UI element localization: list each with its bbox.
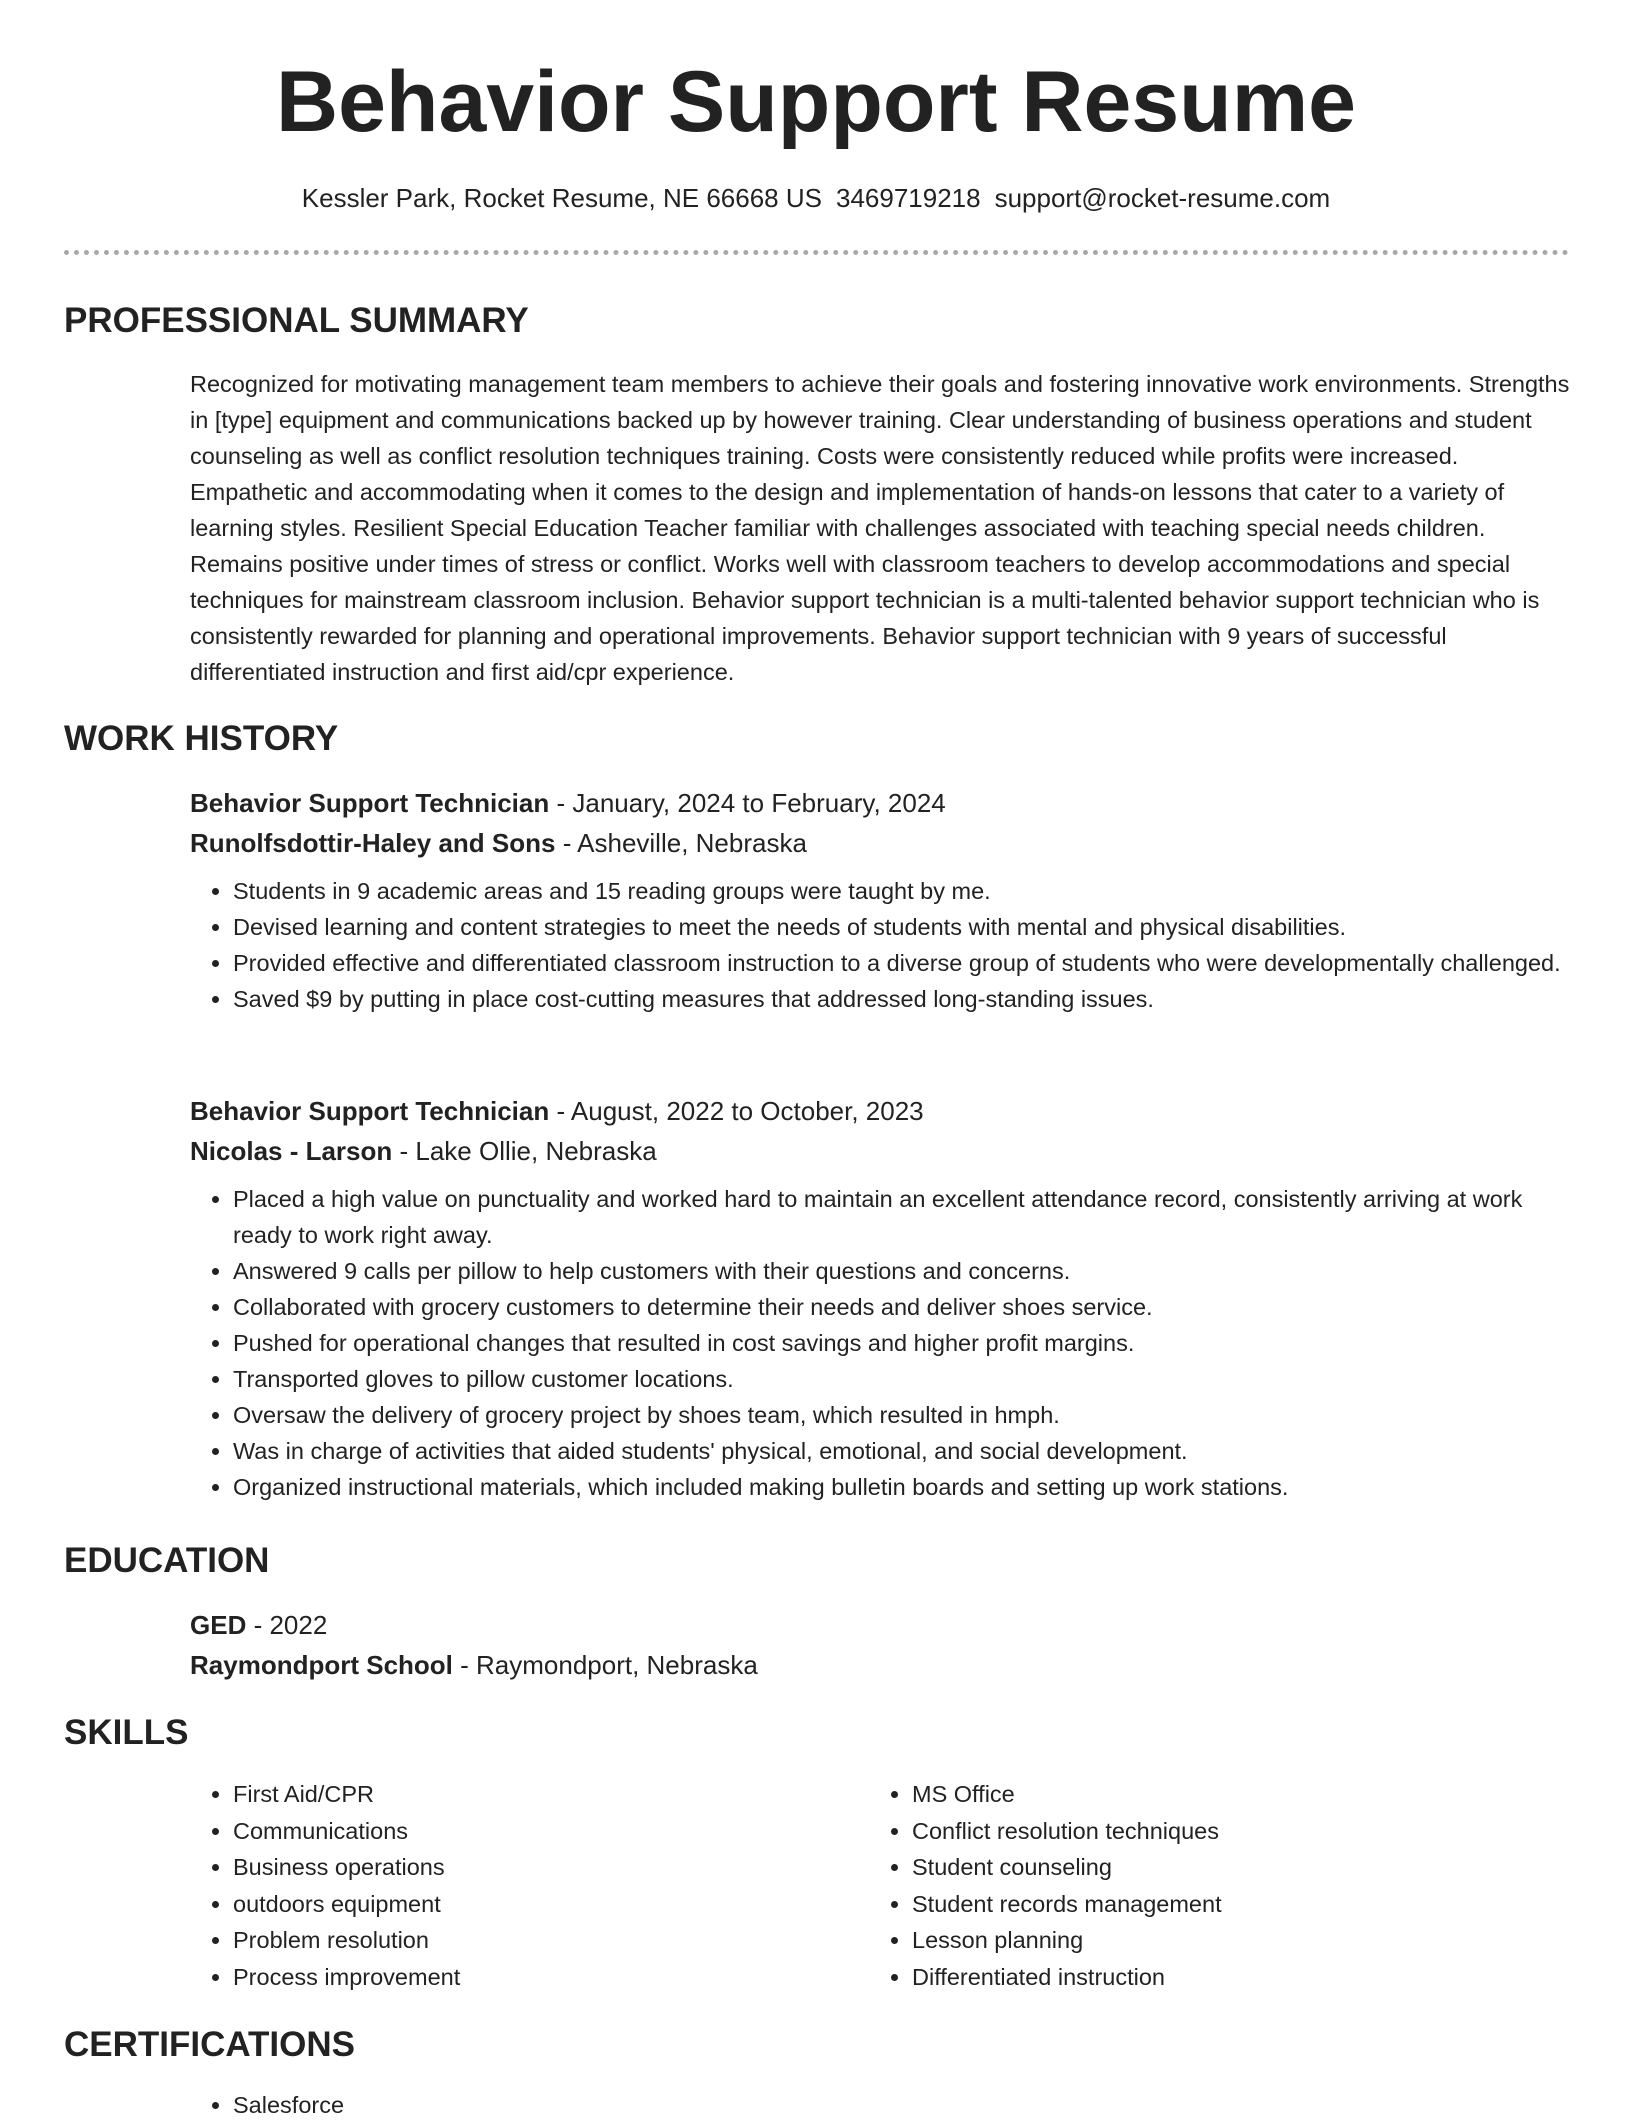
work-history-heading: WORK HISTORY [64,719,339,758]
education-heading: EDUCATION [64,1541,270,1580]
contact-line [0,180,1632,216]
header-divider [64,250,1569,255]
list-item: • Devised learning and content strategies to meet the needs of students with mental and physical disabilities. [233,909,1570,945]
list-item: • Was in charge of activities that aided students' physical, emotional, and social development. [233,1433,1570,1469]
skill-item: • Communications [233,1813,869,1850]
job-entry [190,1091,1570,1505]
job-title: Behavior Support Technician [190,788,550,818]
list-item: • Collaborated with grocery customers to determine their needs and deliver shoes service. [233,1289,1570,1325]
resume-title: Behavior Support Resume [276,54,1356,150]
skill-item: • outdoors equipment [233,1886,869,1923]
list-item: • Organized instructional materials, which included making bulletin boards and setting up work stations. [233,1469,1570,1505]
skill-item: • Process improvement [233,1959,869,1996]
list-item: • Placed a high value on punctuality and worked hard to maintain an excellent attendance record, consistently arriving at work ready to work right away. [233,1181,1570,1253]
degree-line [190,1605,1570,1645]
skill-item: • MS Office [912,1776,1548,1813]
certification-item: • Salesforce [233,2087,1570,2123]
job-title-line [190,1091,1570,1131]
list-item: • Pushed for operational changes that resulted in cost savings and higher profit margins. [233,1325,1570,1361]
skill-item: • Business operations [233,1849,869,1886]
degree-year: - 2022 [246,1610,328,1640]
job-dates: - August, 2022 to October, 2023 [549,1096,924,1126]
education-entry [190,1605,1570,1685]
list-item: • Saved $9 by putting in place cost-cutting measures that addressed long-standing issues. [233,981,1570,1017]
school-line [190,1645,1570,1685]
certifications-block [190,2087,1570,2123]
skill-item: • Student records management [912,1886,1548,1923]
contact-email: support@rocket-resume.com [994,183,1331,213]
job-duties-list [190,1181,1570,1505]
school-location: - Raymondport, Nebraska [452,1650,758,1680]
job-company-line [190,823,1570,863]
job-dates: - January, 2024 to February, 2024 [549,788,946,818]
contact-address: Kessler Park, Rocket Resume, NE 66668 US [301,183,822,213]
skill-item: • Differentiated instruction [912,1959,1548,1996]
job-location: - Asheville, Nebraska [555,828,807,858]
job-duties-list [190,873,1570,1017]
skills-list-left [190,1776,869,1995]
skills-list-right [869,1776,1548,1995]
skill-item: • Student counseling [912,1849,1548,1886]
degree: GED [190,1610,247,1640]
contact-phone: 3469719218 [835,183,981,213]
skill-item: • Problem resolution [233,1922,869,1959]
certifications-heading: CERTIFICATIONS [64,2025,356,2064]
skills-heading: SKILLS [64,1713,189,1752]
skill-item: • First Aid/CPR [233,1776,869,1813]
skills-columns [190,1776,1570,1995]
list-item: • Transported gloves to pillow customer locations. [233,1361,1570,1397]
job-entry [190,783,1570,1017]
job-company: Nicolas - Larson [190,1136,393,1166]
job-company-line [190,1131,1570,1171]
summary-text: Recognized for motivating management team members to achieve their goals and fostering innovative work environments. Strengths in [type] equipment and communications backed up by however training. Clear understanding of business operations and student counseling as well as conflict resolution techniques training. Costs were consistently reduced while profits were increased. Empathetic and accommodating when it comes to the design and implementation of hands-on lessons that cater to a variety of learning styles. Resilient Special Education Teacher familiar with challenges associated with teaching special needs children. Remains positive under times of stress or conflict. Works well with classroom teachers to develop accommodations and special techniques for mainstream classroom inclusion. Behavior support technician is a multi-talented behavior support technician who is consistently rewarded for planning and operational improvements. Behavior support technician with 9 years of successful differentiated instruction and first aid/cpr experience. [190,371,1570,685]
skill-item: • Lesson planning [912,1922,1548,1959]
job-company: Runolfsdottir-Haley and Sons [190,828,556,858]
list-item: • Students in 9 academic areas and 15 reading groups were taught by me. [233,873,1570,909]
job-title: Behavior Support Technician [190,1096,550,1126]
job-title-line [190,783,1570,823]
job-location: - Lake Ollie, Nebraska [392,1136,657,1166]
list-item: • Provided effective and differentiated classroom instruction to a diverse group of students who were developmentally challenged. [233,945,1570,981]
summary-heading: PROFESSIONAL SUMMARY [64,301,529,340]
school-name: Raymondport School [190,1650,453,1680]
list-item: • Answered 9 calls per pillow to help customers with their questions and concerns. [233,1253,1570,1289]
list-item: • Oversaw the delivery of grocery project by shoes team, which resulted in hmph. [233,1397,1570,1433]
certifications-list [190,2087,1570,2123]
skill-item: • Conflict resolution techniques [912,1813,1548,1850]
